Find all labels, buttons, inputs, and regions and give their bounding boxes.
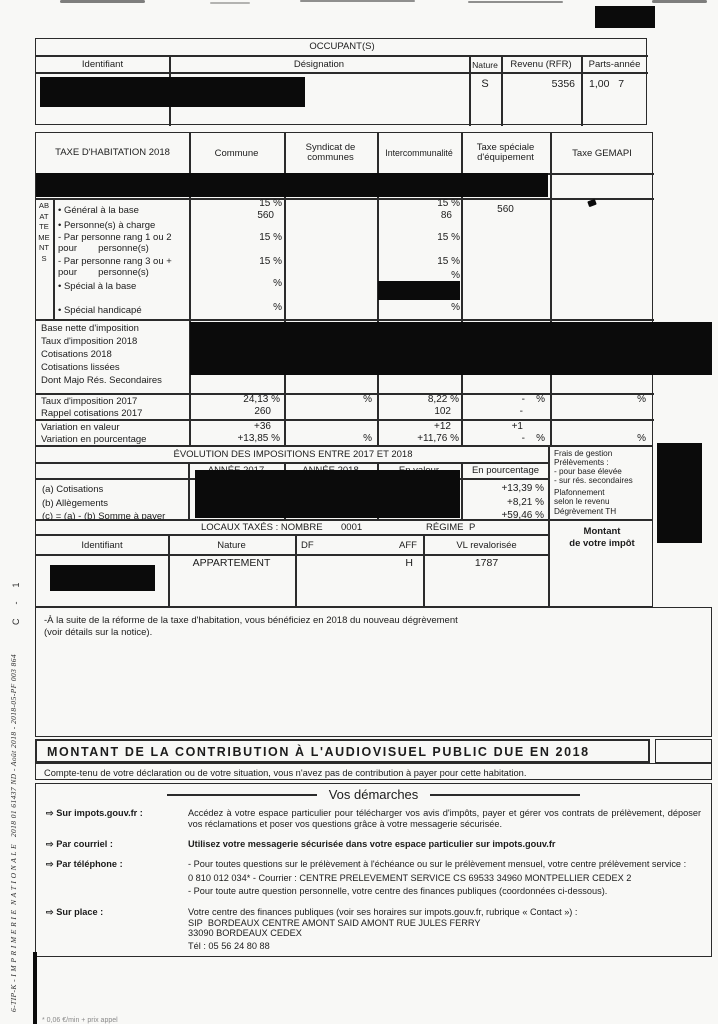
cell-vl-value: 1787 [474,557,499,569]
demarche-item-courriel [46,839,701,850]
row-label-base-nette: Base nette d'imposition [41,323,139,334]
cell-gemapi-taux: % [637,394,646,405]
audiovisuel-title: MONTANT DE LA CONTRIBUTION À L'AUDIOVISUEL PUBLIC DUE EN 2018 [47,745,590,759]
locaux-nombre-label: LOCAUX TAXÉS : NOMBRE [201,522,323,533]
cell-gemapi-var-pct: % [637,433,646,444]
redaction [378,281,460,300]
frais-gestion-box [549,446,653,520]
col-header-nature: Nature [217,540,246,551]
demarche-line: SIP BORDEAUX CENTRE AMONT SAID AMONT RUE JULES FERRY [188,917,481,928]
cell-commune-pct: 15 % [259,198,282,209]
row-label-rappel-2017: Rappel cotisations 2017 [41,408,143,419]
locaux-summary-row [35,520,549,535]
audiovisuel-title-box [35,739,650,763]
demarche-label-text: Sur impots.gouv.fr : [56,808,143,818]
row-label-special-handicape: • Spécial handicapé [58,305,142,316]
demarche-label-text: Par courriel : [56,839,113,850]
demarche-line: 0 810 012 034* - Courrier : CENTRE PRELEVEMENT SERVICE CS 69533 34960 MONTPELLIER CEDEX 2 [188,872,632,883]
cell-syndicat-taux: % [363,394,372,405]
audiovisuel-subtitle-box [35,763,712,780]
redaction [657,443,702,543]
locaux-regime-value: P [469,522,476,533]
scan-artifact [210,2,250,4]
cell-commune-var: +36 [254,421,271,432]
row-label-cotisations-2018: Cotisations 2018 [41,349,112,360]
row-label-taux-2018: Taux d'imposition 2018 [41,336,138,347]
col-header-identifiant: Identifiant [81,540,123,551]
frais-line: selon le revenu [554,497,610,506]
demarche-line: Tél : 05 56 24 80 88 [188,940,270,951]
cell-allegements-pct: +8,21 % [507,497,544,508]
scan-artifact [300,0,415,2]
redaction [40,77,305,107]
row-label-general: • Général à la base [58,205,139,216]
montant-impot-box [549,520,653,607]
demarche-item-impots-gouv [46,808,701,829]
divider [53,198,55,319]
demarche-line: Votre centre des finances publiques (voir ses horaires sur impots.gouv.fr, rubrique « Contact ») : [188,906,578,917]
cell-commune-pct: % [273,302,282,313]
arrow-icon: ⇨ [46,839,54,850]
col-header-df: DF [301,540,314,551]
cell-commune-var-pct: +13,85 % [237,433,280,444]
audiovisuel-amount-box [655,739,712,763]
col-header-commune: Commune [214,148,259,159]
col-header-identifiant: Identifiant [81,59,124,70]
arrow-icon: ⇨ [46,808,54,818]
montant-label-2: de votre impôt [569,538,635,549]
demarche-label [46,839,188,850]
cell-interco-pct: 15 % [437,256,460,267]
demarche-text-block [188,907,701,951]
divider [36,198,654,200]
cell-aff-value: H [405,557,413,569]
demarches-heading [46,786,701,803]
demarche-line: 33090 BORDEAUX CEDEX [188,928,302,939]
row-label-cotisations-lissees: Cotisations lissées [41,362,120,373]
occupant-title: OCCUPANT(S) [309,41,375,52]
cell-interco-var: +12 [434,421,451,432]
abattements-vertical-label: ABATTEMENTS [38,201,50,263]
scan-artifact [468,1,563,3]
frais-line: - sur rés. secondaires [554,476,633,485]
occupant-parts-value: 1,00 7 [589,78,625,90]
col-header-intercommunalite: Intercommunalité [385,148,453,158]
cell-cotisations-pct: +13,39 % [501,483,544,494]
demarches-box [35,783,712,957]
cell-commune-pct: % [273,278,282,289]
row-label-variation-pct: Variation en pourcentage [41,434,147,445]
cell-tse-taux: - % [521,394,545,405]
demarches-title: Vos démarches [328,787,419,802]
demarche-item-telephone [46,859,701,897]
cell-syndicat-var-pct: % [363,433,372,444]
row-label-allegements: (b) Allègements [42,498,109,509]
row-label-rang3-suite: pour personne(s) [58,267,149,278]
cell-tse-value: 560 [497,204,514,215]
col-header-parts: Parts-année [588,59,641,70]
cell-commune-pct: 15 % [259,256,282,267]
scan-artifact [652,0,707,3]
cell-tse-var: +1 [511,421,523,432]
cell-commune-pct: 15 % [259,232,282,243]
row-label-variation-valeur: Variation en valeur [41,422,120,433]
row-label-cotisations: (a) Cotisations [42,484,104,495]
evolution-title: ÉVOLUTION DES IMPOSITIONS ENTRE 2017 ET 2018 [173,449,413,460]
row-label-personnes: • Personne(s) à charge [58,220,156,231]
cell-interco-taux: 8,22 % [427,394,459,405]
cell-interco-pct: 15 % [437,232,460,243]
row-label-majo-res: Dont Majo Rés. Secondaires [41,375,162,386]
scan-artifact [33,952,37,1024]
col-header-designation: Désignation [293,59,345,70]
demarche-text-block [188,859,701,897]
col-header-nature: Nature [472,60,498,70]
scan-artifact [60,0,145,3]
redaction [36,173,548,197]
demarche-text: Utilisez votre messagerie sécurisée dans votre espace particulier sur impots.gouv.fr [188,839,556,850]
frais-line: Prélèvements : [554,458,609,467]
audiovisuel-subtitle: Compte-tenu de votre déclaration ou de votre situation, vous n'avez pas de contribution à payer pour cette habitation. [44,768,527,778]
note-box [35,607,712,737]
divider [36,319,654,321]
col-header-gemapi: Taxe GEMAPI [572,148,632,159]
cell-interco-var-pct: +11,76 % [417,433,459,444]
divider [36,462,550,464]
frais-line: - pour base élevée [554,467,622,476]
cell-nature-value: APPARTEMENT [192,557,271,569]
col-header-taxe-speciale: Taxe spéciale d'équipement [476,142,535,163]
divider [430,794,580,796]
redaction [50,565,155,591]
margin-imprint: 6-TIP-K - I M P R I M E R I E N A T I O N A L E 2018 01 61437 ND - Août 2018 - 2018-05-PF 003 864 [9,653,18,1012]
demarche-label [46,859,188,897]
demarche-line: - Pour toute autre question personnelle, votre centre des finances publiques (coordonnées ci-dessous). [188,886,608,897]
cell-commune-value: 560 [257,210,274,221]
table-title: TAXE D'HABITATION 2018 [55,147,170,158]
locaux-nombre-value: 0001 [341,522,363,533]
cell-commune-rappel: 260 [254,406,271,417]
row-label-somme-a-payer: (c) = (a) - (b) Somme à payer [42,511,166,522]
divider [36,419,654,421]
demarche-label [46,808,188,829]
demarche-line: - Pour toutes questions sur le prélèvement à l'échéance ou sur le prélèvement mensuel, votre centre prélèvement service : [188,859,687,870]
row-label-rang12-suite: pour personne(s) [58,243,149,254]
cell-tse-rappel: - [519,406,523,417]
montant-label-1: Montant [583,526,621,537]
divider [167,794,317,796]
note-line-1: -À la suite de la réforme de la taxe d'habitation, vous bénéficiez en 2018 du nouveau dégrèvement [44,615,458,626]
frais-line: Dégrèvement TH [554,507,617,516]
demarche-item-sur-place [46,907,701,951]
arrow-icon: ⇨ [46,859,54,870]
frais-line: Plafonnement [554,488,605,497]
divider [36,554,550,556]
demarche-label-text: Par téléphone : [56,859,123,870]
arrow-icon: ⇨ [46,906,54,917]
col-header-syndicat: Syndicat de communes [305,142,356,163]
divider [36,55,648,57]
demarche-label-text: Sur place : [56,906,104,917]
cell-tse-var-pct: - % [521,433,545,444]
cell-interco-pct: 15 % [437,198,460,209]
col-header-vl: VL revalorisée [456,540,517,551]
redaction [195,470,460,518]
col-header-revenu: Revenu (RFR) [510,59,572,70]
demarche-label [46,907,188,951]
row-label-special-base: • Spécial à la base [58,281,137,292]
col-header-aff: AFF [399,540,417,551]
row-label-rang12: - Par personne rang 1 ou 2 [58,232,172,243]
cell-commune-taux: 24,13 % [243,394,280,405]
cell-interco-rappel: 102 [434,406,451,417]
row-label-rang3: - Par personne rang 3 ou + [58,256,172,267]
frais-line: Frais de gestion [554,449,613,458]
col-header-en-pourcentage: En pourcentage [471,465,540,476]
cell-somme-pct: +59,46 % [501,510,544,521]
cell-interco-pct: % [451,302,460,313]
occupant-revenu-value: 5356 [551,78,575,90]
row-label-taux-2017: Taux d'imposition 2017 [41,396,138,407]
divider [36,72,648,74]
redaction [595,6,655,28]
redaction [190,322,712,375]
margin-code: C - 1 [11,579,21,625]
note-line-2: (voir détails sur la notice). [44,627,153,638]
cell-interco-pct: % [451,270,460,281]
occupant-nature-value: S [481,78,489,90]
locaux-regime-label: RÉGIME [426,522,464,533]
cell-interco-value: 86 [440,210,452,221]
demarche-text: Accédez à votre espace particulier pour télécharger vos avis d'impôts, payer et gérer vos contrats de prélèvement, déposer vos réclamations et poser vos questions grâce à votre messagerie sécurisée. [188,808,701,829]
footnote: * 0,06 €/min + prix appel [42,1017,118,1024]
